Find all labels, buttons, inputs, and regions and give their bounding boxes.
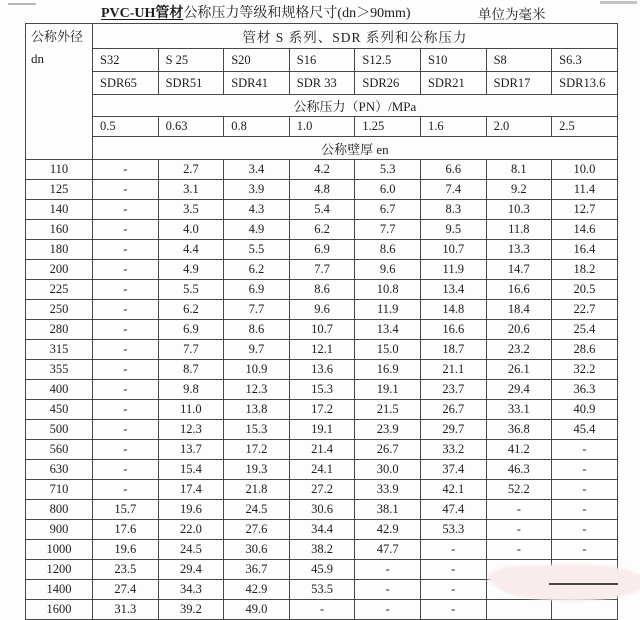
wall-thickness-value-cell: 11.0 bbox=[158, 400, 224, 420]
wall-thickness-value-cell: - bbox=[93, 280, 159, 300]
dn-cell: 355 bbox=[26, 360, 93, 380]
wall-thickness-value-cell: 7.4 bbox=[420, 180, 486, 200]
s-series-cell: S10 bbox=[420, 49, 486, 72]
s-series-cell: S8 bbox=[486, 49, 552, 72]
table-row bbox=[26, 440, 618, 460]
wall-thickness-value-cell: 21.8 bbox=[224, 480, 290, 500]
wall-thickness-value-cell: 16.6 bbox=[486, 280, 552, 300]
wall-thickness-value-cell: 3.5 bbox=[158, 200, 224, 220]
wall-thickness-value-cell: 10.0 bbox=[552, 160, 618, 180]
wall-thickness-value-cell: 40.9 bbox=[552, 400, 618, 420]
table-row bbox=[26, 200, 618, 220]
dn-cell: 1400 bbox=[26, 580, 93, 600]
wall-thickness-value-cell: 14.6 bbox=[552, 220, 618, 240]
table-row bbox=[26, 520, 618, 540]
wall-thickness-header: 公称壁厚 en bbox=[93, 137, 618, 160]
dn-label: dn bbox=[31, 51, 44, 66]
s-series-cell: S16 bbox=[289, 49, 355, 72]
wall-thickness-value-cell: 10.7 bbox=[289, 320, 355, 340]
table-row bbox=[26, 400, 618, 420]
sdr-series-cell: SDR41 bbox=[224, 72, 290, 95]
wall-thickness-value-cell: - bbox=[420, 600, 486, 620]
table-caption bbox=[0, 2, 640, 22]
s-series-cell: S12.5 bbox=[355, 49, 421, 72]
wall-thickness-value-cell: 3.1 bbox=[158, 180, 224, 200]
wall-thickness-value-cell: 22.0 bbox=[158, 520, 224, 540]
dn-cell: 800 bbox=[26, 500, 93, 520]
wall-thickness-value-cell: 23.2 bbox=[486, 340, 552, 360]
wall-thickness-value-cell: 33.1 bbox=[486, 400, 552, 420]
wall-thickness-value-cell: 19.6 bbox=[93, 540, 159, 560]
wall-thickness-value-cell: 36.8 bbox=[486, 420, 552, 440]
wall-thickness-value-cell: 8.1 bbox=[486, 160, 552, 180]
pipe-spec-table bbox=[25, 23, 618, 620]
wall-thickness-value-cell: - bbox=[93, 240, 159, 260]
wall-thickness-value-cell: - bbox=[420, 540, 486, 560]
wall-thickness-value-cell: - bbox=[486, 540, 552, 560]
wall-thickness-value-cell: 9.6 bbox=[355, 260, 421, 280]
dn-cell: 200 bbox=[26, 260, 93, 280]
wall-thickness-value-cell: - bbox=[93, 440, 159, 460]
wall-thickness-value-cell: - bbox=[93, 420, 159, 440]
table-row bbox=[26, 480, 618, 500]
dn-cell: 560 bbox=[26, 440, 93, 460]
caption-unit-note: 单位为毫米 bbox=[478, 7, 546, 22]
wall-thickness-value-cell: 20.5 bbox=[552, 280, 618, 300]
wall-thickness-value-cell: - bbox=[355, 580, 421, 600]
wall-thickness-value-cell: 14.7 bbox=[486, 260, 552, 280]
wall-thickness-value-cell: 16.9 bbox=[355, 360, 421, 380]
wall-thickness-value-cell: 3.4 bbox=[224, 160, 290, 180]
wall-thickness-value-cell: 13.6 bbox=[289, 360, 355, 380]
dn-cell: 315 bbox=[26, 340, 93, 360]
dn-cell: 160 bbox=[26, 220, 93, 240]
wall-thickness-value-cell: 6.2 bbox=[224, 260, 290, 280]
wall-thickness-value-cell: - bbox=[93, 200, 159, 220]
wall-thickness-value-cell: 30.0 bbox=[355, 460, 421, 480]
wall-thickness-value-cell: 20.6 bbox=[486, 320, 552, 340]
nominal-outer-diameter-label: 公称外径 bbox=[31, 29, 84, 44]
wall-thickness-value-cell: 29.7 bbox=[420, 420, 486, 440]
wall-thickness-value-cell: 8.7 bbox=[158, 360, 224, 380]
wall-thickness-value-cell: 5.5 bbox=[158, 280, 224, 300]
wall-thickness-value-cell: - bbox=[420, 580, 486, 600]
table-row bbox=[26, 180, 618, 200]
caption-product-name: PVC-UH管材 bbox=[101, 6, 184, 21]
sdr-series-cell: SDR51 bbox=[158, 72, 224, 95]
dn-cell: 1200 bbox=[26, 560, 93, 580]
wall-thickness-value-cell: 27.6 bbox=[224, 520, 290, 540]
dn-cell: 400 bbox=[26, 380, 93, 400]
wall-thickness-value-cell: 6.9 bbox=[158, 320, 224, 340]
wall-thickness-value-cell: 33.2 bbox=[420, 440, 486, 460]
wall-thickness-value-cell: 13.4 bbox=[420, 280, 486, 300]
wall-thickness-value-cell: 6.6 bbox=[420, 160, 486, 180]
wall-thickness-value-cell: 8.6 bbox=[355, 240, 421, 260]
table-row bbox=[26, 300, 618, 320]
wall-thickness-value-cell: 47.4 bbox=[420, 500, 486, 520]
wall-thickness-value-cell: 46.3 bbox=[486, 460, 552, 480]
wall-thickness-value-cell: - bbox=[93, 320, 159, 340]
wall-thickness-value-cell: - bbox=[552, 460, 618, 480]
table-row bbox=[26, 500, 618, 520]
wall-thickness-value-cell: 10.7 bbox=[420, 240, 486, 260]
wall-thickness-value-cell: 45.4 bbox=[552, 420, 618, 440]
wall-thickness-value-cell: 38.2 bbox=[289, 540, 355, 560]
wall-thickness-value-cell: 12.3 bbox=[224, 380, 290, 400]
pn-value-cell: 1.25 bbox=[355, 117, 421, 137]
pn-value-cell: 0.5 bbox=[93, 117, 159, 137]
wall-thickness-value-cell: 9.6 bbox=[289, 300, 355, 320]
wall-thickness-value-cell: 11.9 bbox=[420, 260, 486, 280]
wall-thickness-value-cell: 6.9 bbox=[224, 280, 290, 300]
wall-thickness-value-cell: 31.3 bbox=[93, 600, 159, 620]
wall-thickness-value-cell: 22.7 bbox=[552, 300, 618, 320]
wall-thickness-value-cell: 8.6 bbox=[224, 320, 290, 340]
wall-thickness-value-cell: 26.7 bbox=[420, 400, 486, 420]
pn-header-row bbox=[26, 95, 618, 117]
wall-thickness-value-cell: 36.7 bbox=[224, 560, 290, 580]
wall-thickness-value-cell: 47.7 bbox=[355, 540, 421, 560]
wall-thickness-value-cell bbox=[486, 600, 552, 620]
wall-thickness-value-cell: 17.6 bbox=[93, 520, 159, 540]
wall-thickness-value-cell: 13.8 bbox=[224, 400, 290, 420]
wall-thickness-value-cell: 12.3 bbox=[158, 420, 224, 440]
wall-thickness-value-cell: 26.7 bbox=[355, 440, 421, 460]
wall-thickness-value-cell: 30.6 bbox=[289, 500, 355, 520]
wall-thickness-value-cell: 25.4 bbox=[552, 320, 618, 340]
wall-thickness-value-cell: 4.3 bbox=[224, 200, 290, 220]
wall-thickness-value-cell: - bbox=[93, 300, 159, 320]
wall-thickness-value-cell: 37.4 bbox=[420, 460, 486, 480]
sdr-series-cell: SDR 33 bbox=[289, 72, 355, 95]
wall-thickness-value-cell: - bbox=[93, 360, 159, 380]
wall-thickness-value-cell: 4.4 bbox=[158, 240, 224, 260]
wall-thickness-value-cell: 49.0 bbox=[224, 600, 290, 620]
table-row bbox=[26, 260, 618, 280]
wall-thickness-value-cell: 6.9 bbox=[289, 240, 355, 260]
pn-value-cell: 0.8 bbox=[224, 117, 290, 137]
dn-cell: 250 bbox=[26, 300, 93, 320]
wall-thickness-value-cell: 27.4 bbox=[93, 580, 159, 600]
nominal-outer-diameter-header bbox=[26, 24, 93, 160]
wall-thickness-value-cell: 9.5 bbox=[420, 220, 486, 240]
wall-thickness-value-cell: 30.6 bbox=[224, 540, 290, 560]
wall-thickness-value-cell: 4.8 bbox=[289, 180, 355, 200]
wall-thickness-value-cell: 13.3 bbox=[486, 240, 552, 260]
pn-value-cell: 1.6 bbox=[420, 117, 486, 137]
dn-cell: 1000 bbox=[26, 540, 93, 560]
wall-thickness-value-cell: 10.9 bbox=[224, 360, 290, 380]
wall-thickness-value-cell: 19.6 bbox=[158, 500, 224, 520]
wall-thickness-value-cell bbox=[552, 600, 618, 620]
sdr-series-row bbox=[26, 72, 618, 95]
wall-thickness-value-cell: - bbox=[552, 480, 618, 500]
dn-cell: 900 bbox=[26, 520, 93, 540]
wall-thickness-value-cell: - bbox=[93, 160, 159, 180]
wall-thickness-value-cell: 21.1 bbox=[420, 360, 486, 380]
wall-thickness-value-cell: 8.6 bbox=[289, 280, 355, 300]
wall-thickness-value-cell: 24.1 bbox=[289, 460, 355, 480]
wall-thickness-value-cell: 15.0 bbox=[355, 340, 421, 360]
wall-thickness-value-cell: 12.1 bbox=[289, 340, 355, 360]
wall-thickness-value-cell: 23.9 bbox=[355, 420, 421, 440]
wall-thickness-value-cell: 53.5 bbox=[289, 580, 355, 600]
nominal-pressure-header: 公称压力（PN）/MPa bbox=[93, 95, 618, 117]
dn-cell: 110 bbox=[26, 160, 93, 180]
wall-thickness-value-cell: 9.7 bbox=[224, 340, 290, 360]
wall-thickness-value-cell: 17.2 bbox=[224, 440, 290, 460]
wall-thickness-value-cell: - bbox=[289, 600, 355, 620]
dn-cell: 630 bbox=[26, 460, 93, 480]
wall-thickness-value-cell: 8.3 bbox=[420, 200, 486, 220]
wall-thickness-value-cell: 29.4 bbox=[158, 560, 224, 580]
wall-thickness-value-cell: 34.4 bbox=[289, 520, 355, 540]
sdr-series-cell: SDR13.6 bbox=[552, 72, 618, 95]
wall-thickness-value-cell: 41.2 bbox=[486, 440, 552, 460]
pn-values-row bbox=[26, 117, 618, 137]
dn-cell: 140 bbox=[26, 200, 93, 220]
wall-thickness-value-cell: 28.6 bbox=[552, 340, 618, 360]
wall-thickness-value-cell: 4.9 bbox=[224, 220, 290, 240]
table-row bbox=[26, 240, 618, 260]
wall-thickness-value-cell: - bbox=[93, 180, 159, 200]
wall-thickness-value-cell: 42.9 bbox=[224, 580, 290, 600]
wall-thickness-value-cell: 7.7 bbox=[289, 260, 355, 280]
wall-thickness-value-cell: - bbox=[552, 440, 618, 460]
wall-thickness-value-cell: 17.2 bbox=[289, 400, 355, 420]
wall-thickness-value-cell: - bbox=[93, 460, 159, 480]
dn-cell: 450 bbox=[26, 400, 93, 420]
dn-cell: 280 bbox=[26, 320, 93, 340]
table-row bbox=[26, 420, 618, 440]
caption-text bbox=[101, 2, 411, 22]
wall-thickness-value-cell: 15.3 bbox=[289, 380, 355, 400]
sdr-series-cell: SDR26 bbox=[355, 72, 421, 95]
wall-thickness-value-cell: 10.3 bbox=[486, 200, 552, 220]
table-row bbox=[26, 540, 618, 560]
wall-thickness-value-cell: 5.4 bbox=[289, 200, 355, 220]
wall-thickness-value-cell: - bbox=[486, 500, 552, 520]
wall-thickness-value-cell: - bbox=[93, 380, 159, 400]
wall-thickness-value-cell: 19.1 bbox=[355, 380, 421, 400]
wall-thickness-value-cell: 13.7 bbox=[158, 440, 224, 460]
dn-cell: 710 bbox=[26, 480, 93, 500]
wall-thickness-value-cell: 21.5 bbox=[355, 400, 421, 420]
wall-thickness-value-cell: 33.9 bbox=[355, 480, 421, 500]
wall-thickness-value-cell: - bbox=[420, 560, 486, 580]
dn-cell: 225 bbox=[26, 280, 93, 300]
s-series-cell: S32 bbox=[93, 49, 159, 72]
wall-thickness-value-cell: 24.5 bbox=[224, 500, 290, 520]
dn-cell: 125 bbox=[26, 180, 93, 200]
wall-thickness-value-cell: 18.4 bbox=[486, 300, 552, 320]
wall-thickness-value-cell: 4.2 bbox=[289, 160, 355, 180]
table-row bbox=[26, 360, 618, 380]
wall-thickness-value-cell: 9.2 bbox=[486, 180, 552, 200]
wall-thickness-value-cell: 39.2 bbox=[158, 600, 224, 620]
pn-value-cell: 0.63 bbox=[158, 117, 224, 137]
wall-thickness-value-cell: 24.5 bbox=[158, 540, 224, 560]
wall-thickness-value-cell: 36.3 bbox=[552, 380, 618, 400]
wall-thickness-value-cell: 16.6 bbox=[420, 320, 486, 340]
wall-thickness-value-cell: 19.3 bbox=[224, 460, 290, 480]
wall-thickness-value-cell: 29.4 bbox=[486, 380, 552, 400]
wall-thickness-value-cell: - bbox=[93, 260, 159, 280]
dn-cell: 1600 bbox=[26, 600, 93, 620]
wall-thickness-value-cell: 19.1 bbox=[289, 420, 355, 440]
wall-thickness-value-cell: 15.4 bbox=[158, 460, 224, 480]
wall-thickness-value-cell: - bbox=[93, 340, 159, 360]
wall-thickness-value-cell: 14.8 bbox=[420, 300, 486, 320]
wall-thickness-value-cell: 16.4 bbox=[552, 240, 618, 260]
wall-thickness-value-cell: 4.9 bbox=[158, 260, 224, 280]
wall-thickness-value-cell: - bbox=[93, 480, 159, 500]
wall-thickness-value-cell: 52.2 bbox=[486, 480, 552, 500]
pn-value-cell: 1.0 bbox=[289, 117, 355, 137]
wall-thickness-value-cell: 34.3 bbox=[158, 580, 224, 600]
wall-thickness-value-cell: 27.2 bbox=[289, 480, 355, 500]
sdr-series-cell: SDR21 bbox=[420, 72, 486, 95]
table-row bbox=[26, 340, 618, 360]
wall-thickness-value-cell: 9.8 bbox=[158, 380, 224, 400]
wall-thickness-header-row bbox=[26, 137, 618, 160]
group-header-row bbox=[26, 24, 618, 49]
wall-thickness-value-cell: 7.7 bbox=[355, 220, 421, 240]
table-row bbox=[26, 280, 618, 300]
wall-thickness-value-cell: 38.1 bbox=[355, 500, 421, 520]
dn-cell: 500 bbox=[26, 420, 93, 440]
wall-thickness-value-cell: 11.4 bbox=[552, 180, 618, 200]
wall-thickness-value-cell: 13.4 bbox=[355, 320, 421, 340]
wall-thickness-value-cell: - bbox=[552, 520, 618, 540]
wall-thickness-value-cell: 7.7 bbox=[224, 300, 290, 320]
wall-thickness-value-cell: 6.2 bbox=[158, 300, 224, 320]
wall-thickness-value-cell: 26.1 bbox=[486, 360, 552, 380]
series-group-header: 管材 S 系列、SDR 系列和公称压力 bbox=[93, 24, 618, 49]
wall-thickness-value-cell: 42.9 bbox=[355, 520, 421, 540]
wall-thickness-value-cell: - bbox=[486, 520, 552, 540]
wall-thickness-value-cell: 6.0 bbox=[355, 180, 421, 200]
dn-cell: 180 bbox=[26, 240, 93, 260]
wall-thickness-value-cell: 6.2 bbox=[289, 220, 355, 240]
table-row bbox=[26, 600, 618, 620]
wall-thickness-value-cell: - bbox=[355, 560, 421, 580]
table-row bbox=[26, 220, 618, 240]
wall-thickness-value-cell: 4.0 bbox=[158, 220, 224, 240]
wall-thickness-value-cell: 2.7 bbox=[158, 160, 224, 180]
sdr-series-cell: SDR17 bbox=[486, 72, 552, 95]
caption-description: 公称压力等级和规格尺寸(dn＞90mm) bbox=[183, 6, 411, 21]
wall-thickness-value-cell: 10.8 bbox=[355, 280, 421, 300]
wall-thickness-value-cell: 17.4 bbox=[158, 480, 224, 500]
pn-value-cell: 2.5 bbox=[552, 117, 618, 137]
wall-thickness-value-cell: 5.3 bbox=[355, 160, 421, 180]
wall-thickness-value-cell: - bbox=[355, 600, 421, 620]
table-row bbox=[26, 460, 618, 480]
wall-thickness-value-cell: 23.5 bbox=[93, 560, 159, 580]
s-series-cell: S 25 bbox=[158, 49, 224, 72]
wall-thickness-value-cell: 21.4 bbox=[289, 440, 355, 460]
wall-thickness-value-cell: - bbox=[552, 500, 618, 520]
wall-thickness-value-cell: - bbox=[552, 540, 618, 560]
s-series-cell: S20 bbox=[224, 49, 290, 72]
wall-thickness-value-cell: 15.3 bbox=[224, 420, 290, 440]
wall-thickness-value-cell: 6.7 bbox=[355, 200, 421, 220]
wall-thickness-value-cell: 12.7 bbox=[552, 200, 618, 220]
wall-thickness-value-cell: 11.9 bbox=[355, 300, 421, 320]
table-row bbox=[26, 320, 618, 340]
wall-thickness-value-cell: 32.2 bbox=[552, 360, 618, 380]
wall-thickness-value-cell: 53.3 bbox=[420, 520, 486, 540]
table-row bbox=[26, 380, 618, 400]
s-series-row bbox=[26, 49, 618, 72]
wall-thickness-value-cell: 5.5 bbox=[224, 240, 290, 260]
wall-thickness-value-cell: 11.8 bbox=[486, 220, 552, 240]
wall-thickness-value-cell: 3.9 bbox=[224, 180, 290, 200]
wall-thickness-value-cell: 45.9 bbox=[289, 560, 355, 580]
table-bottom-border-segment bbox=[549, 583, 618, 585]
sdr-series-cell: SDR65 bbox=[93, 72, 159, 95]
wall-thickness-value-cell: 15.7 bbox=[93, 500, 159, 520]
wall-thickness-value-cell: 7.7 bbox=[158, 340, 224, 360]
wall-thickness-value-cell: 42.1 bbox=[420, 480, 486, 500]
pn-value-cell: 2.0 bbox=[486, 117, 552, 137]
s-series-cell: S6.3 bbox=[552, 49, 618, 72]
wall-thickness-value-cell: - bbox=[93, 400, 159, 420]
wall-thickness-value-cell: 23.7 bbox=[420, 380, 486, 400]
wall-thickness-value-cell: 18.2 bbox=[552, 260, 618, 280]
table-row bbox=[26, 160, 618, 180]
wall-thickness-value-cell: - bbox=[93, 220, 159, 240]
wall-thickness-value-cell: 18.7 bbox=[420, 340, 486, 360]
